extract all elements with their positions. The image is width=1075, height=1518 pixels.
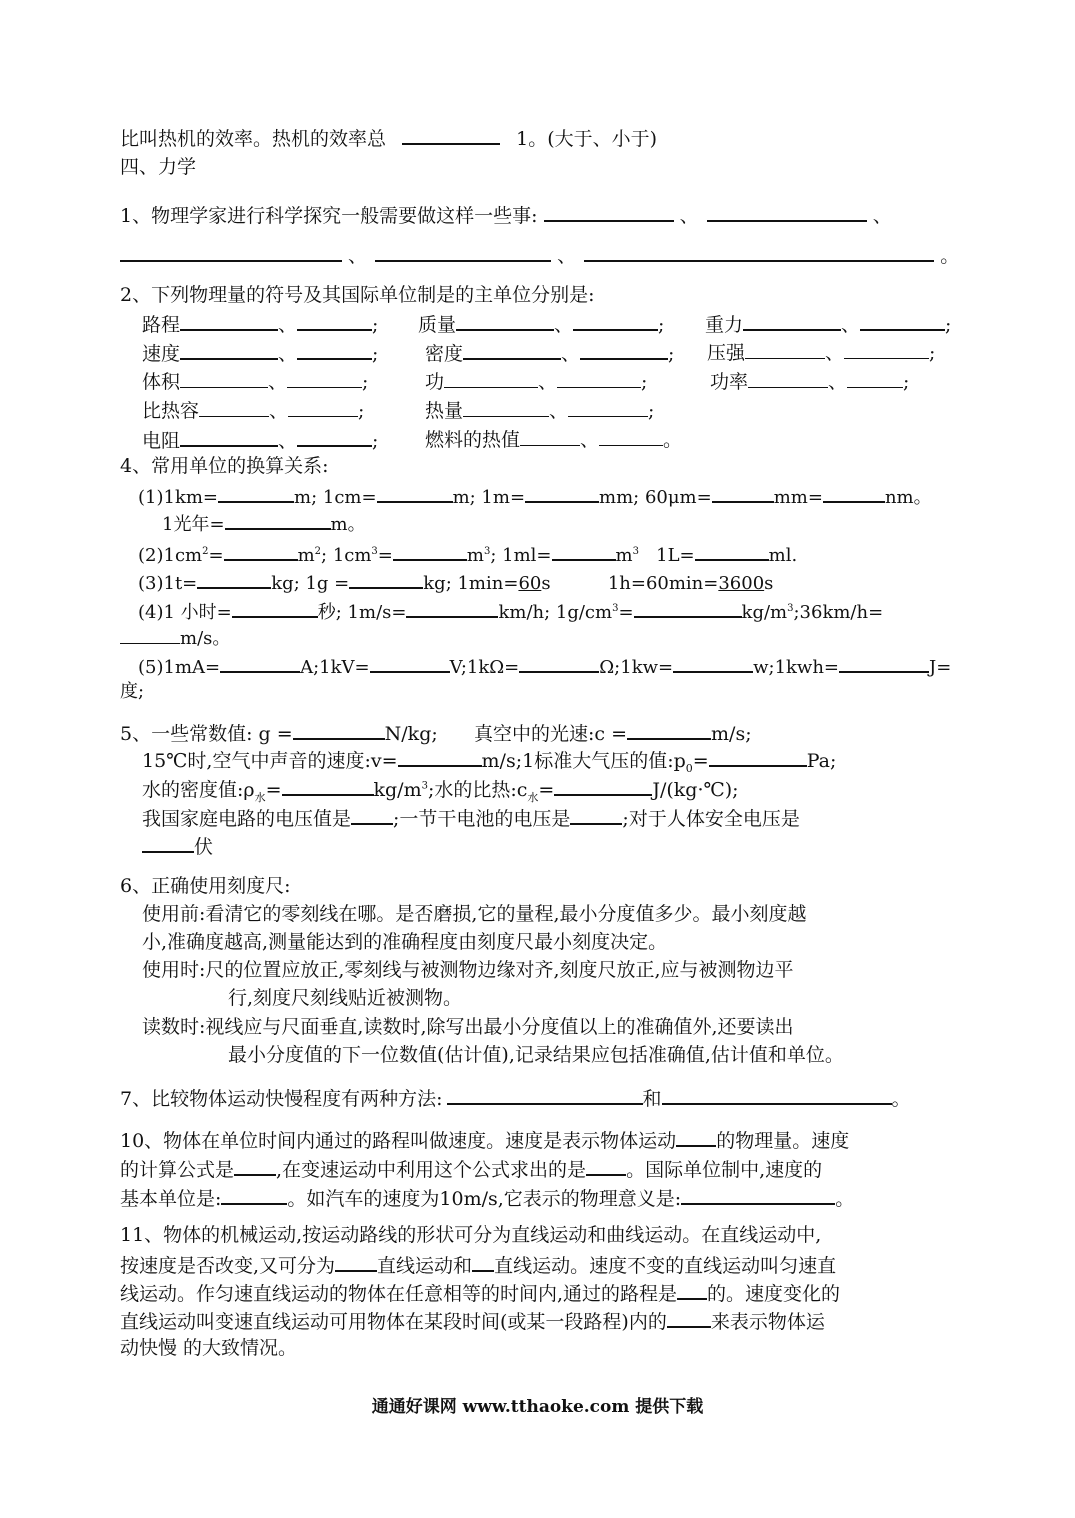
- quantity-label: 路程: [142, 314, 181, 336]
- blank[interactable]: [570, 804, 622, 825]
- text: 伏: [194, 836, 214, 858]
- blank[interactable]: [234, 1155, 276, 1176]
- text: ;36km/h=: [793, 602, 884, 623]
- footer-credit: 通通好课网 www.tthaoke.com 提供下载: [371, 1397, 704, 1417]
- separator: 、: [679, 205, 699, 227]
- blank[interactable]: [221, 1184, 287, 1205]
- separator: ;: [903, 371, 910, 393]
- text: kg/m: [741, 602, 788, 623]
- blank[interactable]: [519, 652, 599, 673]
- blank[interactable]: [662, 1084, 892, 1105]
- blank[interactable]: [544, 201, 674, 222]
- text: 5、一些常数值: g =: [120, 723, 293, 745]
- blank[interactable]: [709, 746, 807, 767]
- quantity-label: 压强: [707, 342, 746, 364]
- question-11-line-5: 动快慢 的大致情况。: [120, 1337, 298, 1359]
- exponent: 3: [483, 546, 491, 557]
- quantity-label: 质量: [418, 314, 457, 336]
- quantity-label: 密度: [425, 343, 464, 365]
- constants-line-2: [142, 746, 836, 773]
- quantity-label: 体积: [142, 371, 181, 393]
- blank[interactable]: [232, 597, 318, 618]
- text: =: [618, 602, 634, 623]
- blank[interactable]: [398, 746, 482, 767]
- question-4-title: 4、常用单位的换算关系:: [120, 455, 329, 477]
- end-mark: 。: [940, 245, 960, 267]
- blank[interactable]: [297, 310, 372, 331]
- ruler-rule-line: 使用时:尺的位置应放正,零刻线与被测物边缘对齐,刻度尺放正,应与被测物边平: [142, 959, 794, 981]
- text: m/s;1标准大气压的值:p: [481, 750, 686, 772]
- separator: 、: [561, 343, 581, 365]
- text: 10、物体在单位时间内通过的路程叫做速度。速度是表示物体运动: [120, 1130, 677, 1152]
- text: Ω;1kw=: [599, 657, 674, 678]
- text: =: [208, 545, 224, 566]
- blank[interactable]: [335, 1251, 377, 1272]
- ruler-rule-line: 最小分度值的下一位数值(估计值),记录结果应包括准确值,估计值和单位。: [228, 1044, 844, 1066]
- text: J/(kg·℃);: [652, 779, 739, 801]
- blank[interactable]: [180, 368, 268, 388]
- text: 线运动。作匀速直线运动的物体在任意相等的时间内,通过的路程是: [120, 1283, 678, 1305]
- separator: 、: [828, 371, 848, 393]
- text: 1光年=: [162, 514, 225, 535]
- blank[interactable]: [525, 482, 599, 503]
- blank[interactable]: [180, 310, 278, 331]
- conversion-line-1b: [162, 509, 366, 537]
- blank[interactable]: [667, 1307, 711, 1328]
- blank[interactable]: [402, 124, 500, 145]
- text: J=: [929, 657, 952, 678]
- question-7: [120, 1084, 911, 1111]
- question-11-line-1: 11、物体的机械运动,按运动路线的形状可分为直线运动和曲线运动。在直线运动中,: [120, 1224, 822, 1246]
- separator: ;: [641, 371, 648, 393]
- blank[interactable]: [180, 339, 278, 360]
- blank[interactable]: [444, 368, 538, 388]
- blank[interactable]: [586, 1155, 626, 1176]
- separator: 、: [538, 371, 558, 393]
- text: 1h=60min=: [607, 573, 719, 594]
- text: km/h; 1g/cm: [498, 602, 613, 623]
- blank[interactable]: [599, 426, 663, 446]
- separator: 、: [580, 429, 600, 451]
- blank[interactable]: [282, 775, 374, 796]
- blank[interactable]: [472, 1251, 494, 1272]
- conversion-line-1: [138, 482, 932, 510]
- text: 。国际单位制中,速度的: [626, 1159, 823, 1181]
- constants-line-4: [142, 804, 800, 831]
- end-mark: 。: [663, 429, 683, 451]
- conversion-line-4b: [120, 624, 230, 651]
- question-10-line-1: [120, 1126, 849, 1153]
- text: mm; 60μm=: [599, 487, 712, 508]
- separator: 、: [841, 314, 861, 336]
- separator: ;: [668, 343, 675, 365]
- text: m。: [330, 514, 366, 535]
- text: m; 1m=: [452, 487, 526, 508]
- text: 的计算公式是: [120, 1159, 235, 1181]
- separator: 、: [269, 400, 289, 422]
- blank[interactable]: [287, 368, 362, 388]
- blank[interactable]: [351, 804, 393, 825]
- blank[interactable]: [552, 540, 616, 561]
- quantity-label: 功: [425, 371, 445, 393]
- ruler-rule-line: 小,准确度越高,测量能达到的准确程度由刻度尺最小刻度决定。: [142, 931, 668, 953]
- section-heading: 四、力学: [120, 156, 197, 178]
- separator: ;: [358, 400, 365, 422]
- ruler-rule-line: 使用前:看清它的零刻线在哪。是否磨损,它的量程,最小分度值多少。最小刻度越: [142, 903, 807, 925]
- separator: 、: [554, 314, 574, 336]
- text: 7、比较物体运动快慢程度有两种方法:: [120, 1088, 443, 1110]
- blank[interactable]: [377, 482, 453, 503]
- blank[interactable]: [349, 568, 423, 589]
- text: 基本单位是:: [120, 1188, 222, 1210]
- blank[interactable]: [297, 339, 372, 360]
- quantity-row-3: [425, 368, 647, 394]
- blank[interactable]: [557, 368, 641, 388]
- blank[interactable]: [573, 310, 658, 331]
- blank[interactable]: [554, 775, 652, 796]
- blank[interactable]: [745, 339, 825, 359]
- text: 1。(大于、小于): [516, 128, 658, 150]
- text: 的。速度变化的: [707, 1283, 841, 1305]
- question-6-title: 6、正确使用刻度尺:: [120, 875, 291, 897]
- text: 。: [835, 1188, 855, 1210]
- text: ,在变速运动中利用这个公式求出的是: [276, 1159, 587, 1181]
- blank[interactable]: [847, 368, 903, 388]
- blank[interactable]: [297, 426, 372, 447]
- separator: 、: [278, 314, 298, 336]
- answer-value: 60: [518, 573, 542, 594]
- blank[interactable]: [120, 624, 180, 644]
- text: =: [377, 545, 393, 566]
- text: m: [297, 545, 315, 566]
- text: 。: [891, 1088, 911, 1110]
- heat-efficiency-line: [120, 124, 657, 151]
- text: 按速度是否改变,又可分为: [120, 1255, 336, 1277]
- constants-line-5: [142, 832, 213, 859]
- separator: 、: [872, 205, 892, 227]
- text: ;水的比热:c: [427, 779, 528, 801]
- text: ;一节干电池的电压是: [393, 808, 571, 830]
- text: (3)1t=: [138, 573, 198, 594]
- text: kg; 1min=: [423, 573, 519, 594]
- text: m; 1cm=: [294, 487, 377, 508]
- blank[interactable]: [288, 397, 358, 417]
- blank[interactable]: [673, 652, 753, 673]
- blank[interactable]: [580, 339, 668, 360]
- question-11-line-4: [120, 1307, 825, 1334]
- text: kg; 1g =: [271, 573, 350, 594]
- quantity-label: 燃料的热值: [425, 429, 521, 451]
- blank[interactable]: [748, 368, 828, 388]
- blank[interactable]: [681, 1184, 835, 1205]
- separator: 、: [825, 342, 845, 364]
- text: m: [615, 545, 633, 566]
- blank[interactable]: [456, 310, 554, 331]
- text: 直线运动和: [377, 1255, 473, 1277]
- text: V;1kΩ=: [449, 657, 520, 678]
- blank[interactable]: [393, 540, 467, 561]
- quantity-row-1: [142, 310, 378, 337]
- text: ;对于人体安全电压是: [622, 808, 800, 830]
- exponent: 3: [371, 546, 378, 557]
- blank[interactable]: [707, 201, 867, 222]
- question-10-line-3: [120, 1184, 854, 1211]
- blank[interactable]: [743, 310, 841, 331]
- exponent: 2: [202, 546, 209, 557]
- text: 来表示物体运: [710, 1311, 825, 1333]
- text: 真空中的光速:c =: [474, 723, 628, 745]
- blank[interactable]: [120, 241, 342, 262]
- question-11-line-2: [120, 1251, 836, 1278]
- text: s: [541, 573, 551, 594]
- quantity-label: 功率: [710, 371, 749, 393]
- separator: ;: [648, 400, 655, 422]
- conversion-line-5b: 度;: [120, 681, 145, 702]
- subscript: 0: [685, 761, 693, 775]
- conversion-line-2: [138, 540, 797, 568]
- question-text: 1、物理学家进行科学探究一般需要做这样一些事:: [120, 205, 538, 227]
- exponent: 3: [421, 780, 428, 792]
- quantity-row-5: [425, 426, 682, 452]
- blank[interactable]: [447, 1084, 643, 1105]
- text: ; 1cm: [321, 545, 372, 566]
- blank[interactable]: [224, 540, 298, 561]
- blank[interactable]: [627, 719, 711, 740]
- text: A;1kV=: [300, 657, 370, 678]
- blank[interactable]: [860, 310, 945, 331]
- separator: ;: [658, 314, 665, 336]
- text: 。如汽车的速度为10m/s,它表示的物理意义是:: [287, 1188, 682, 1210]
- conversion-line-4: [138, 597, 883, 625]
- conversion-line-3: [138, 568, 773, 596]
- text: 比叫热机的效率。热机的效率总: [120, 128, 387, 150]
- separator: ;: [945, 314, 952, 336]
- blank[interactable]: [370, 652, 450, 673]
- text: (4)1 小时=: [138, 602, 232, 623]
- blank[interactable]: [634, 597, 742, 618]
- blank[interactable]: [375, 241, 551, 262]
- quantity-row-4: [142, 397, 364, 423]
- blank[interactable]: [823, 482, 885, 503]
- exponent: 3: [787, 603, 794, 614]
- quantity-row-1: [705, 310, 951, 337]
- text: 直线运动。速度不变的直线运动叫匀速直: [494, 1255, 837, 1277]
- separator: 、: [348, 245, 368, 267]
- blank[interactable]: [677, 1279, 707, 1300]
- text: =: [265, 779, 282, 801]
- text: mm=: [773, 487, 823, 508]
- answer-value: 3600: [718, 573, 765, 594]
- quantity-row-4: [425, 397, 654, 423]
- blank[interactable]: [225, 509, 331, 530]
- constants-line-3: [142, 775, 739, 802]
- constants-line-1: [120, 719, 752, 746]
- quantity-row-1: [418, 310, 664, 337]
- exponent: 2: [314, 546, 322, 557]
- question-1-line-2: [120, 241, 959, 268]
- blank[interactable]: [293, 719, 385, 740]
- quantity-row-2: [142, 339, 378, 366]
- text: 和: [642, 1088, 662, 1110]
- text: =: [538, 779, 555, 801]
- ruler-rule-line: 读数时:视线应与尺面垂直,读数时,除写出最小分度值以上的准确值外,还要读出: [142, 1016, 794, 1038]
- question-2-title: 2、下列物理量的符号及其国际单位制是的主单位分别是:: [120, 284, 595, 306]
- quantity-row-2: [425, 339, 674, 366]
- text: s: [764, 573, 774, 594]
- blank[interactable]: [220, 652, 300, 673]
- quantity-row-5: [142, 426, 378, 453]
- blank[interactable]: [142, 832, 194, 853]
- quantity-label: 速度: [142, 343, 181, 365]
- quantity-row-3: [710, 368, 909, 394]
- quantity-label: 电阻: [142, 430, 181, 452]
- separator: ;: [372, 430, 379, 452]
- blank[interactable]: [844, 339, 929, 359]
- text: =: [692, 750, 709, 772]
- text: 的物理量。速度: [716, 1130, 850, 1152]
- question-10-line-2: [120, 1155, 822, 1182]
- blank[interactable]: [180, 426, 278, 447]
- exponent: 3: [612, 603, 619, 614]
- quantity-label: 比热容: [142, 400, 200, 422]
- blank[interactable]: [839, 652, 929, 673]
- text: (1)1km=: [138, 487, 219, 508]
- text: ; 1ml=: [490, 545, 552, 566]
- separator: 、: [278, 343, 298, 365]
- text: (5)1mA=: [138, 657, 221, 678]
- text: 1L=: [656, 545, 695, 566]
- text: m/s。: [180, 628, 231, 649]
- ruler-rule-line: 行,刻度尺刻线贴近被测物。: [228, 987, 463, 1009]
- blank[interactable]: [197, 568, 271, 589]
- separator: ;: [929, 342, 936, 364]
- text: 15℃时,空气中声音的速度:v=: [142, 750, 398, 772]
- separator: ;: [372, 314, 379, 336]
- separator: 、: [549, 400, 569, 422]
- text: 我国家庭电路的电压值是: [142, 808, 352, 830]
- text: kg/m: [373, 779, 422, 801]
- blank[interactable]: [463, 397, 549, 417]
- blank[interactable]: [199, 397, 269, 417]
- text: ml.: [768, 545, 798, 566]
- text: (2)1cm: [138, 545, 203, 566]
- separator: 、: [557, 245, 577, 267]
- exponent: 3: [632, 546, 639, 557]
- question-11-line-3: [120, 1279, 840, 1306]
- quantity-label: 重力: [705, 314, 744, 336]
- text: Pa;: [806, 750, 837, 772]
- text: nm。: [884, 487, 932, 508]
- conversion-line-5: [138, 652, 951, 680]
- blank[interactable]: [568, 397, 648, 417]
- separator: 、: [278, 430, 298, 452]
- blank[interactable]: [520, 426, 580, 446]
- text: 秒; 1m/s=: [317, 602, 407, 623]
- text: 水的密度值:ρ: [142, 779, 255, 801]
- separator: 、: [268, 371, 288, 393]
- text: N/kg;: [384, 723, 438, 745]
- subscript: 水: [254, 790, 266, 804]
- quantity-label: 热量: [425, 400, 464, 422]
- question-1-line-1: [120, 201, 892, 228]
- subscript: 水: [527, 790, 539, 804]
- text: w;1kwh=: [753, 657, 840, 678]
- blank[interactable]: [463, 339, 561, 360]
- blank[interactable]: [676, 1126, 716, 1147]
- text: m/s;: [711, 723, 752, 745]
- quantity-row-2: [707, 339, 935, 365]
- blank[interactable]: [712, 482, 774, 503]
- blank[interactable]: [584, 241, 934, 262]
- text: m: [466, 545, 484, 566]
- blank[interactable]: [406, 597, 498, 618]
- quantity-row-3: [142, 368, 368, 394]
- blank[interactable]: [695, 540, 769, 561]
- separator: ;: [372, 343, 379, 365]
- blank[interactable]: [218, 482, 294, 503]
- separator: ;: [362, 371, 369, 393]
- text: 直线运动叫变速直线运动可用物体在某段时间(或某一段路程)内的: [120, 1311, 667, 1333]
